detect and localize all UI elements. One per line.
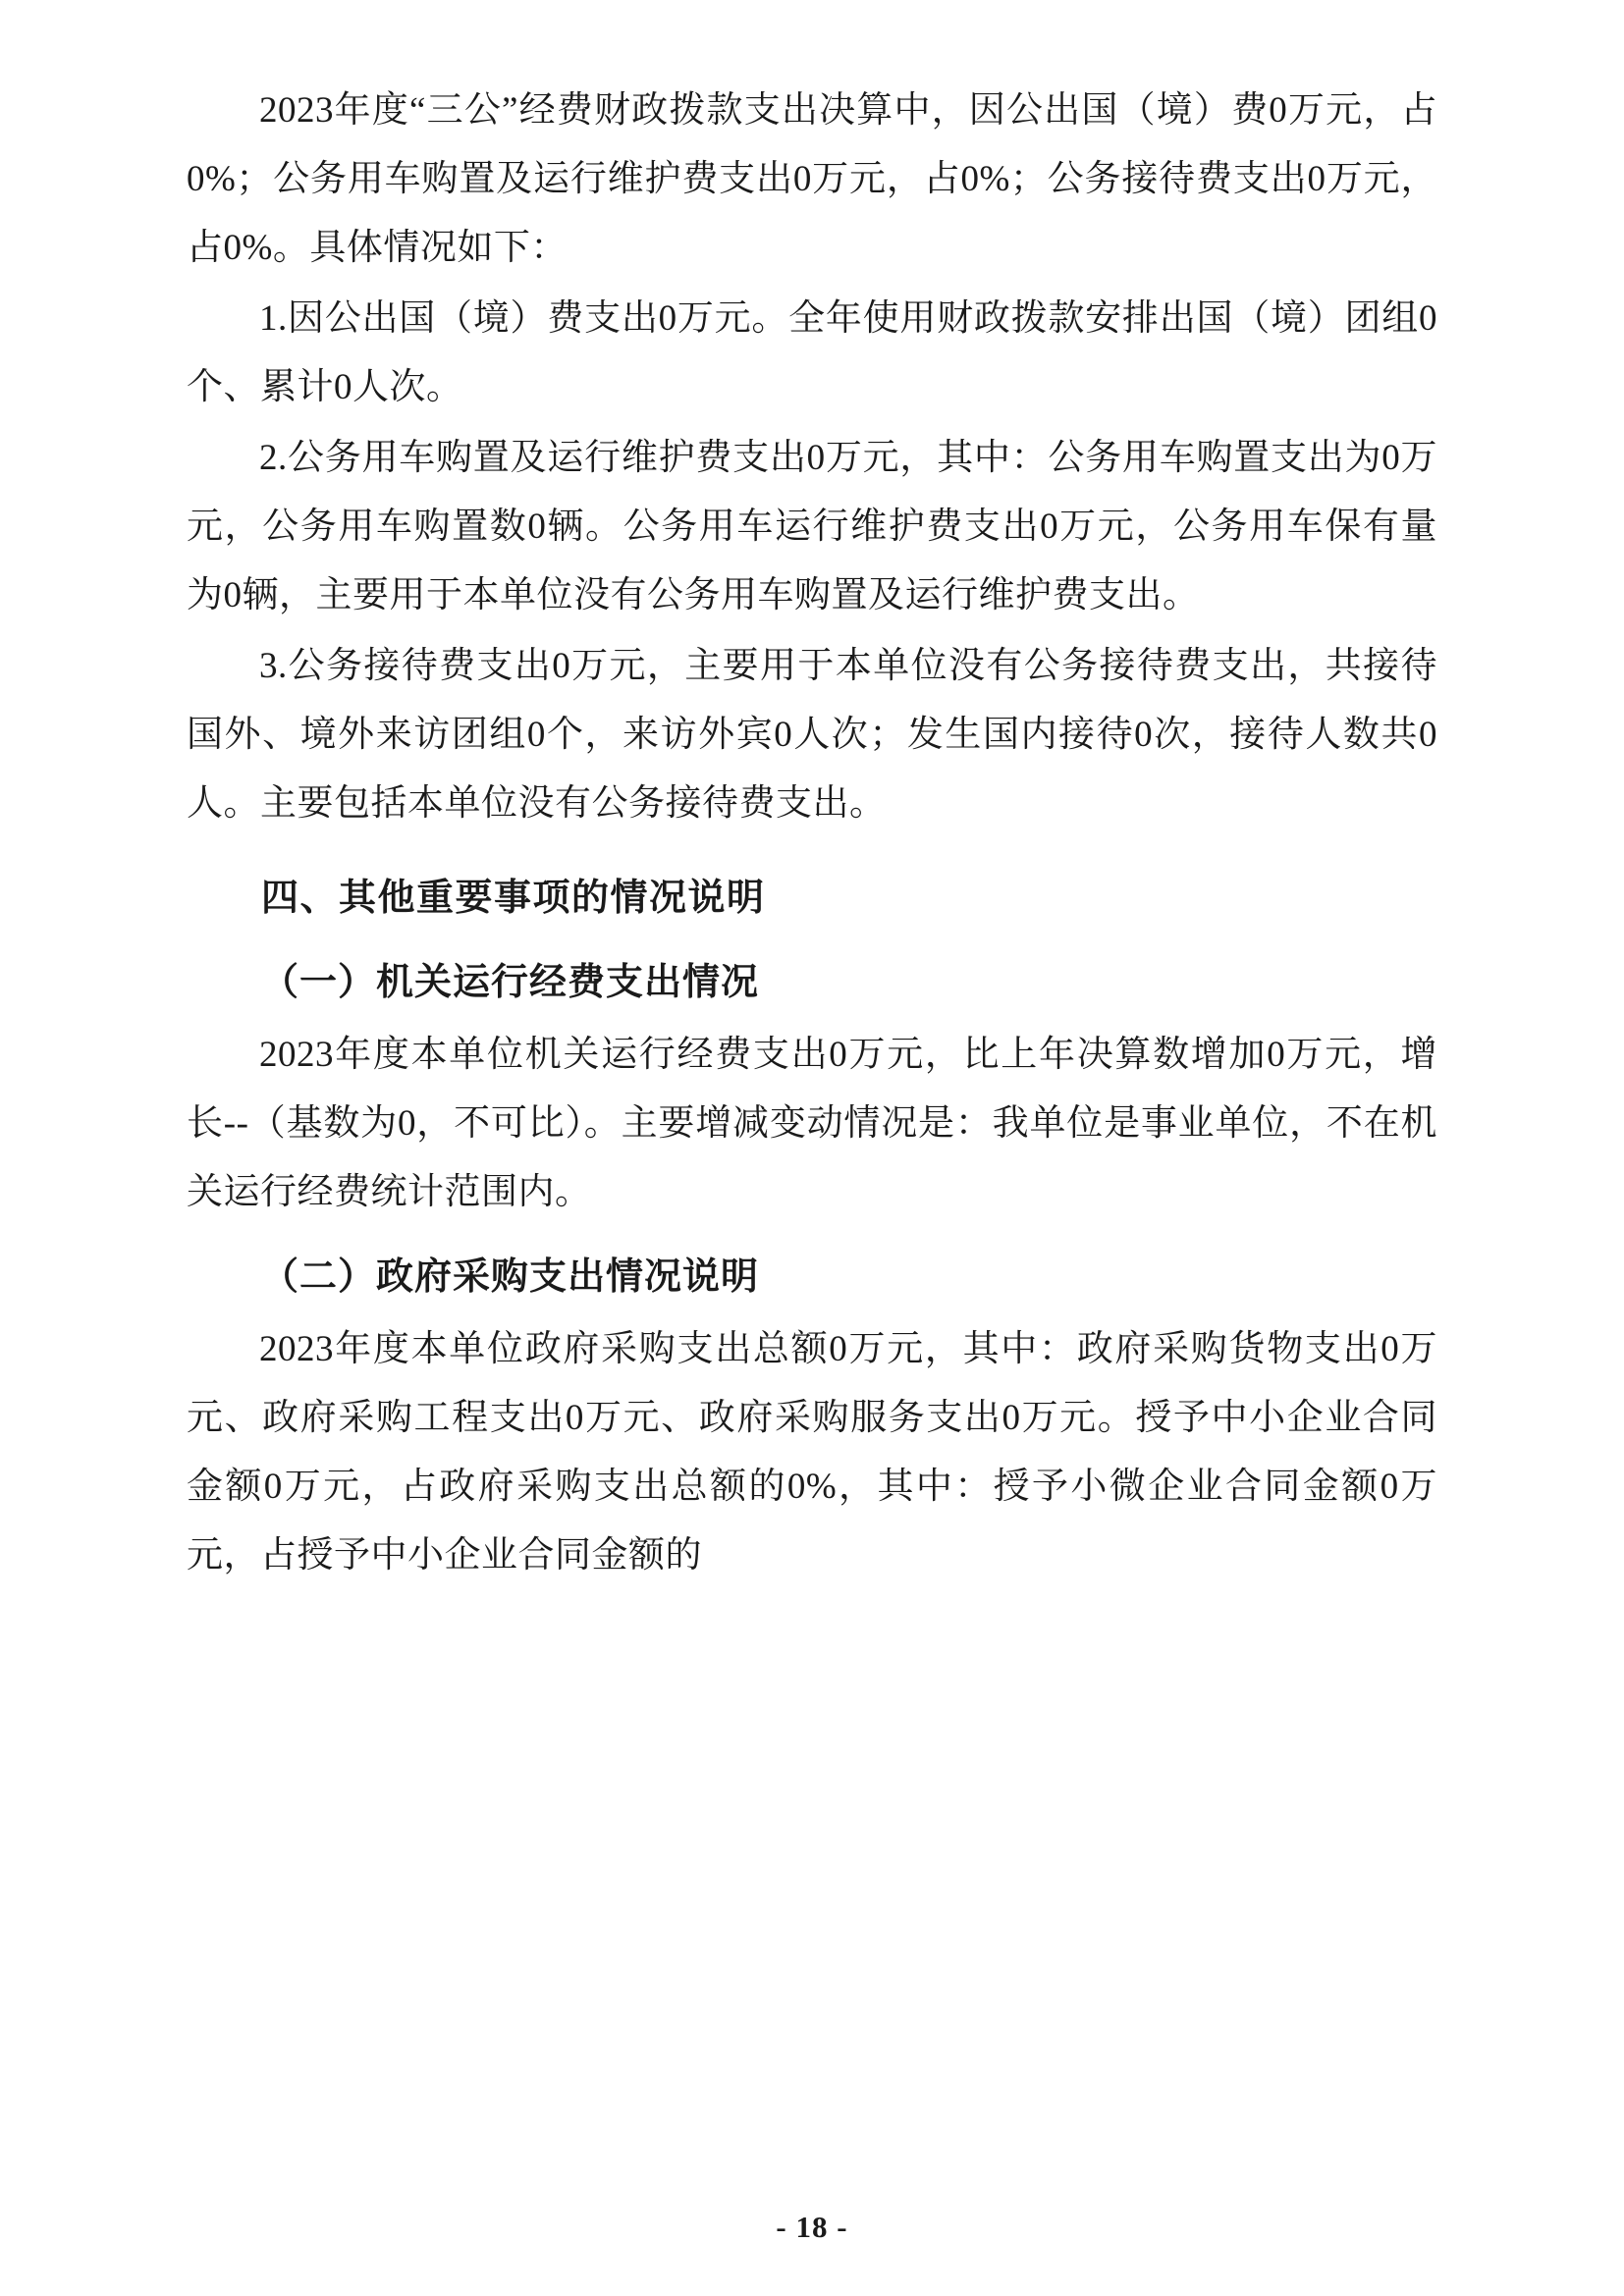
paragraph-item-3-reception: 3.公务接待费支出0万元，主要用于本单位没有公务接待费支出，共接待国外、境外来访团组0个，来访外宾0人次；发生国内接待0次，接待人数共0人。主要包括本单位没有公务接待费支出。 (187, 646, 1437, 824)
paragraph-government-procurement: 2023年度本单位政府采购支出总额0万元，其中：政府采购货物支出0万元、政府采购工程支出0万元、政府采购服务支出0万元。授予中小企业合同金额0万元，占政府采购支出总额的0%，其中：授予小微企业合同金额0万元，占授予中小企业合同金额的 (187, 1329, 1437, 1575)
heading-subsection-one: （一）机关运行经费支出情况 (261, 962, 760, 1003)
paragraph-sangong-overview: 2023年度“三公”经费财政拨款支出决算中，因公出国（境）费0万元，占0%；公务用车购置及运行维护费支出0万元，占0%；公务接待费支出0万元，占0%。具体情况如下： (187, 90, 1437, 268)
heading-section-four: 四、其他重要事项的情况说明 (261, 878, 766, 919)
paragraph-item-1-abroad: 1.因公出国（境）费支出0万元。全年使用财政拨款安排出国（境）团组0个、累计0人次。 (187, 298, 1437, 407)
paragraph-item-2-vehicles: 2.公务用车购置及运行维护费支出0万元，其中：公务用车购置支出为0万元，公务用车购置数0辆。公务用车运行维护费支出0万元，公务用车保有量为0辆，主要用于本单位没有公务用车购置及运行维护费支出。 (187, 438, 1437, 615)
document-body (187, 77, 1437, 1590)
paragraph-operating-expenses: 2023年度本单位机关运行经费支出0万元，比上年决算数增加0万元，增长--（基数为0，不可比）。主要增减变动情况是：我单位是事业单位，不在机关运行经费统计范围内。 (187, 1035, 1437, 1212)
heading-subsection-two: （二）政府采购支出情况说明 (261, 1256, 760, 1298)
page-number: - 18 - (776, 2210, 848, 2244)
